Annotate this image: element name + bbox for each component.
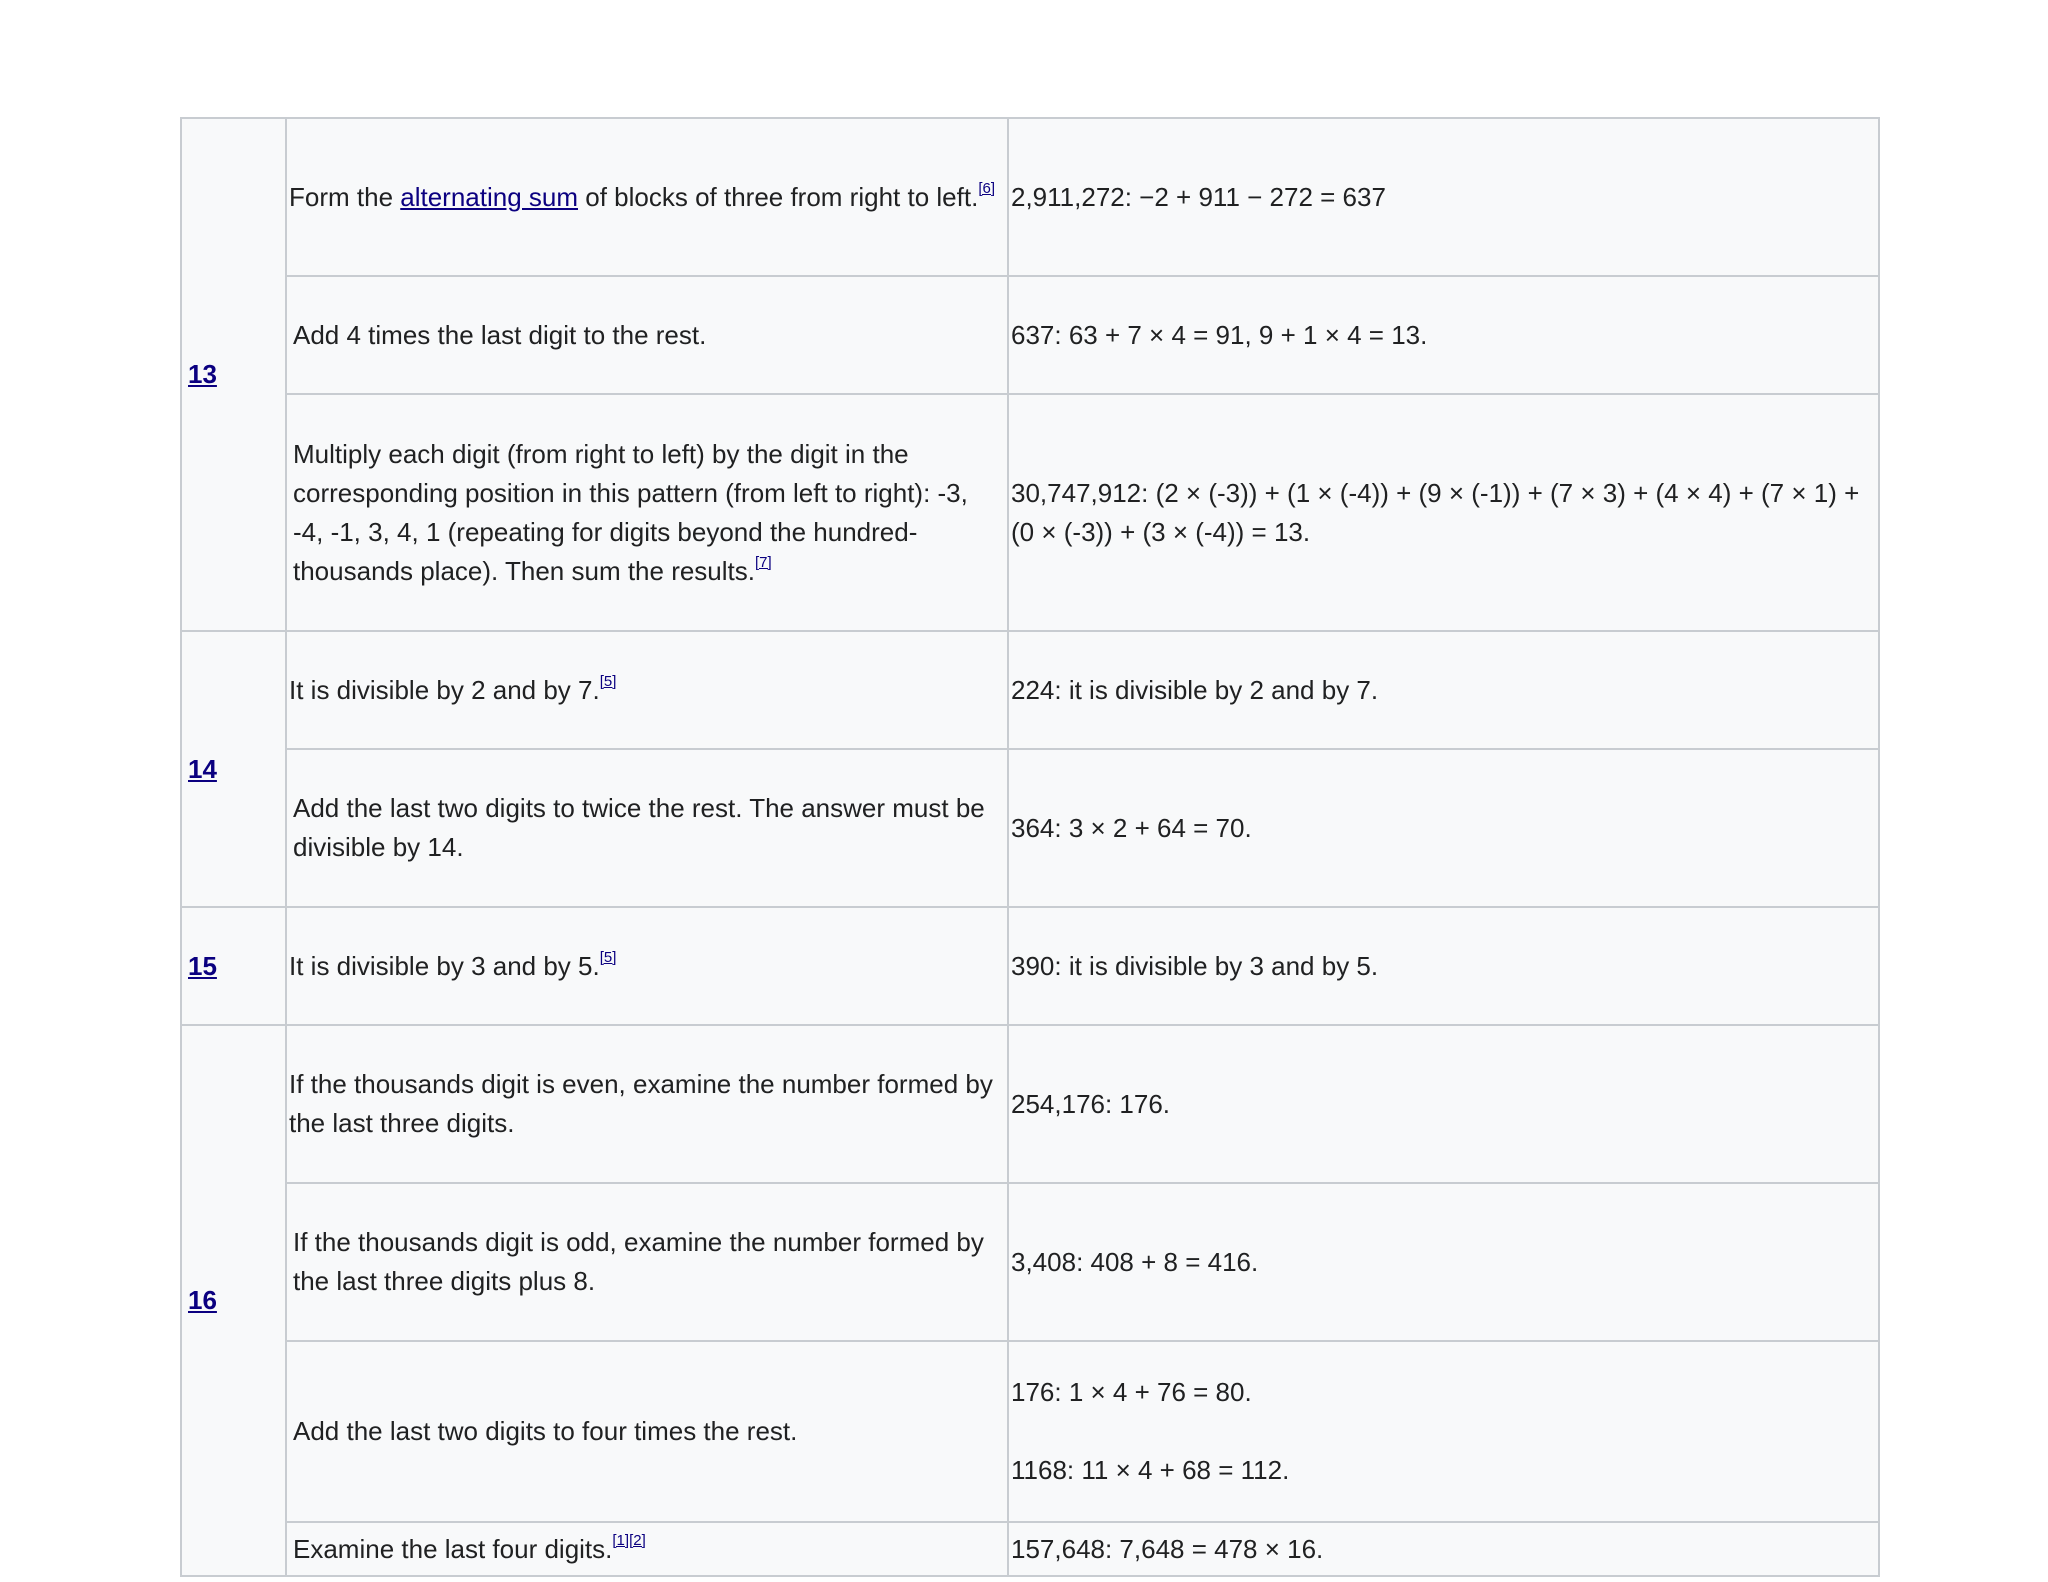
citation-link[interactable]: [7] <box>755 553 772 571</box>
example-text: 3,408: 408 + 8 = 416. <box>1011 1246 1259 1277</box>
rule-cell <box>286 1341 1008 1522</box>
divisor-link-15[interactable]: 15 <box>188 950 217 981</box>
citation-link[interactable]: [6] <box>978 179 995 197</box>
example-cell <box>1008 631 1879 749</box>
divisor-link-14[interactable]: 14 <box>188 753 217 784</box>
table-row <box>181 907 1879 1025</box>
rule-text: Add the last two digits to twice the rest. The answer must be divisible by 14. <box>293 793 985 862</box>
table-row <box>181 1341 1879 1522</box>
rule-cell <box>286 118 1008 276</box>
example-text: 157,648: 7,648 = 478 × 16. <box>1011 1533 1324 1564</box>
example-cell <box>1008 1522 1879 1576</box>
example-text: 30,747,912: (2 × (-3)) + (1 × (-4)) + (9 × (-1)) + (7 × 3) + (4 × 4) + (7 × 1) + (0 × (-3)) + (3 × (-4)) = 13. <box>1011 477 1860 547</box>
example-text: 637: 63 + 7 × 4 = 91, 9 + 1 × 4 = 13. <box>1011 319 1428 350</box>
table-row <box>181 1025 1879 1183</box>
rule-cell <box>286 394 1008 631</box>
example-text: 390: it is divisible by 3 and by 5. <box>1011 950 1379 981</box>
rule-text: If the thousands digit is even, examine the number formed by the last three digits. <box>289 1069 993 1138</box>
rule-cell <box>286 1522 1008 1576</box>
rule-text: It is divisible by 2 and by 7. <box>289 674 600 705</box>
divisor-cell-14 <box>181 631 286 907</box>
rule-cell <box>286 1183 1008 1341</box>
divisor-cell-15 <box>181 907 286 1025</box>
rule-text: Multiply each digit (from right to left) by the digit in the corresponding position in this pattern (from left to right): -3, -4, -1, 3, 4, 1 (repeating for digits beyond the hundred-thousands place). Then sum the results. <box>293 438 968 586</box>
example-cell <box>1008 394 1879 631</box>
citation-link[interactable]: [1] <box>612 1531 630 1549</box>
table-row <box>181 749 1879 907</box>
rule-text: of blocks of three from right to left. <box>578 181 979 212</box>
example-cell <box>1008 1025 1879 1183</box>
rule-cell <box>286 276 1008 394</box>
example-cell <box>1008 118 1879 276</box>
example-text: 176: 1 × 4 + 76 = 80. <box>1011 1377 1252 1407</box>
rule-text: It is divisible by 3 and by 5. <box>289 950 600 981</box>
rule-text: Add 4 times the last digit to the rest. <box>293 319 707 350</box>
table-row <box>181 276 1879 394</box>
table-row <box>181 1522 1879 1576</box>
example-cell <box>1008 907 1879 1025</box>
example-cell <box>1008 749 1879 907</box>
divisor-cell-16 <box>181 1025 286 1576</box>
rule-text: Form the <box>289 181 401 212</box>
divisor-cell-13 <box>181 118 286 631</box>
table-row <box>181 394 1879 631</box>
citation-link[interactable]: [2] <box>629 1531 646 1549</box>
table-row <box>181 631 1879 749</box>
example-cell <box>1008 1341 1879 1522</box>
rule-cell <box>286 631 1008 749</box>
rule-cell <box>286 907 1008 1025</box>
alternating-sum-link[interactable]: alternating sum <box>400 181 579 212</box>
table-row <box>181 1183 1879 1341</box>
rule-text: Add the last two digits to four times the rest. <box>293 1416 798 1446</box>
table-row <box>181 118 1879 276</box>
rule-text: If the thousands digit is odd, examine the number formed by the last three digits plus 8. <box>293 1227 984 1296</box>
divisor-link-16[interactable]: 16 <box>188 1285 217 1315</box>
example-text: 364: 3 × 2 + 64 = 70. <box>1011 812 1252 843</box>
example-cell <box>1008 276 1879 394</box>
example-text: 2,911,272: −2 + 911 − 272 = 637 <box>1011 181 1386 212</box>
rule-text: Examine the last four digits. <box>293 1533 613 1564</box>
example-cell <box>1008 1183 1879 1341</box>
divisibility-rules-table <box>180 117 1880 1577</box>
citation-link[interactable]: [5] <box>599 948 617 966</box>
example-spacer <box>1011 1412 1876 1451</box>
citation-link[interactable]: [5] <box>599 672 617 690</box>
example-text: 224: it is divisible by 2 and by 7. <box>1011 674 1379 705</box>
rule-cell <box>286 1025 1008 1183</box>
divisor-link-13[interactable]: 13 <box>188 359 217 389</box>
rule-cell <box>286 749 1008 907</box>
example-text: 1168: 11 × 4 + 68 = 112. <box>1011 1455 1290 1485</box>
example-text: 254,176: 176. <box>1011 1088 1171 1119</box>
